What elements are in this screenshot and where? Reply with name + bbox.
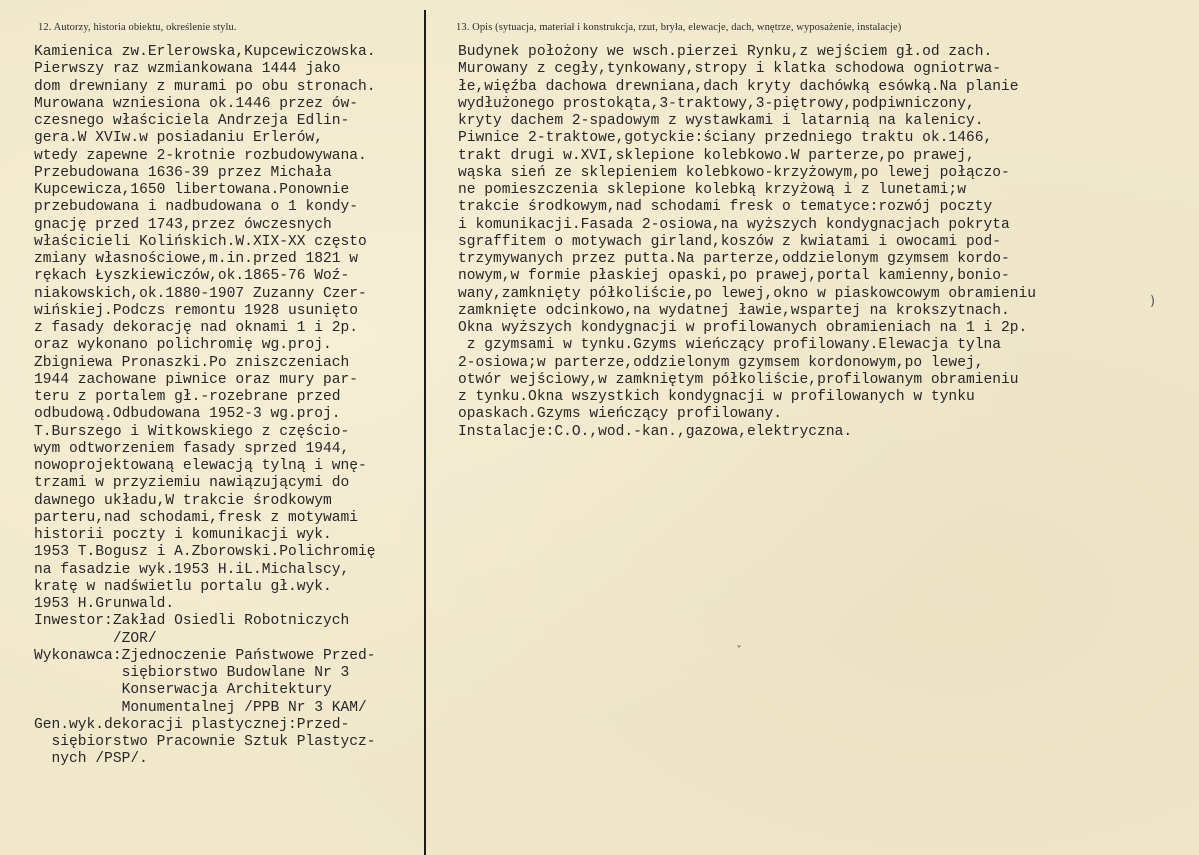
description-text-column [458,44,1178,441]
section-13-header: 13. Opis (sytuacja, materiał i konstrukcja, rzut, bryła, elewacje, dach, wnętrze, wyposażenie, instalacje) [456,22,902,33]
text-line: Instalacje:C.O.,wod.-kan.,gazowa,elektryczna. [458,423,853,440]
text-line: Okna wyższych kondygnacji w profilowanych obramieniach na 1 i 2p. [458,320,1028,336]
history-text-column [34,44,434,769]
text-line: odbudową.Odbudowana 1952-3 wg.proj. [34,406,341,423]
text-line: nowym,w formie płaskiej opaski,po prawej,portal kamienny,bonio- [458,268,1010,285]
text-line: zmiany własnościowe,m.in.przed 1821 w [34,251,359,267]
text-line: 1953 H.Grunwald. [34,596,175,612]
text-line: Kupcewicza,1650 libertowana.Ponownie [34,182,350,198]
text-line: /ZOR/ [34,630,157,647]
text-line: Kamienica zw.Erlerowska,Kupcewiczowska. [34,44,376,60]
text-line: Budynek położony we wsch.pierzei Rynku,z wejściem gł.od zach. [458,44,993,60]
text-line: otwór wejściowy,w zamkniętym półkoliście,profilowanym obramieniu [458,371,1019,388]
text-line: Przebudowana 1636-39 przez Michała [34,164,332,181]
text-line: Piwnice 2-traktowe,gotyckie:ściany przedniego traktu ok.1466, [458,130,993,147]
text-line: Konserwacja Architektury [34,682,332,699]
text-line: z fasady dekorację nad oknami 1 i 2p. [34,320,359,336]
text-line: przebudowana i nadbudowana o 1 kondy- [34,199,359,216]
text-line: historii poczty i komunikacji wyk. [34,527,332,543]
text-line: kratę w nadświetlu portalu gł.wyk. [34,578,332,595]
text-line: nych /PSP/. [34,751,148,768]
text-line: sgraffitem o motywach girland,koszów z kwiatami i owocami pod- [458,233,1001,250]
text-line: Inwestor:Zakład Osiedli Robotniczych [34,613,350,630]
text-line: Monumentalnej /PPB Nr 3 KAM/ [34,699,367,716]
text-line: wąska sień ze sklepieniem kolebkowo-krzyżowym,po lewej połączo- [458,164,1010,181]
text-line: 1953 T.Bogusz i A.Zborowski.Polichromię [34,544,376,561]
text-line: trakcie środkowym,nad schodami fresk o tematyce:rozwój poczty [458,199,993,216]
text-line: trzami w przyziemiu nawiązującymi do [34,475,350,492]
text-line: Wykonawca:Zjednoczenie Państwowe Przed- [34,647,376,664]
text-line: siębiorstwo Budowlane Nr 3 [34,665,350,681]
pen-mark: ) [1150,294,1156,309]
text-line: niakowskich,ok.1880-1907 Zuzanny Czer- [34,285,367,302]
text-line: kryty dachem 2-spadowym z wystawkami i latarnią na kalenicy. [458,113,984,129]
text-line: wtedy zapewne 2-krotnie rozbudowywana. [34,147,367,164]
text-line: zamknięte odcinkowo,na wydatnej ławie,wspartej na krokszytnach. [458,302,1010,319]
text-line: Gen.wyk.dekoracji plastycznej:Przed- [34,716,350,733]
text-line: wydłużonego prostokąta,3-traktowy,3-piętrowy,podpiwniczony, [458,95,975,112]
text-line: dom drewniany z murami po obu stronach. [34,78,376,95]
text-line: Zbigniewa Pronaszki.Po zniszczeniach [34,354,350,371]
text-line: rękach Łyszkiewiczów,ok.1865-76 Woź- [34,268,350,285]
text-line: wińskiej.Podczs remontu 1928 usunięto [34,302,359,319]
section-12-header: 12. Autorzy, historia obiektu, określenie stylu. [38,22,237,33]
text-line: teru z portalem gł.-rozebrane przed [34,389,341,405]
text-line: 2-osiowa;w parterze,oddzielonym gzymsem kordonowym,po lewej, [458,354,984,371]
text-line: opaskach.Gzyms wieńczący profilowany. [458,406,783,423]
text-line: właścicieli Kolińskich.W.XIX-XX często [34,233,367,250]
text-line: Murowana wzniesiona ok.1446 przez ów- [34,95,359,112]
pen-mark: ˇ [736,644,742,658]
text-line: T.Burszego i Witkowskiego z częścio- [34,423,350,440]
text-line: z gzymsami w tynku.Gzyms wieńczący profilowany.Elewacja tylna [458,337,1001,354]
text-line: gnację przed 1743,przez ówczesnych [34,216,332,233]
text-line: ne pomieszczenia sklepione kolebką krzyżową i z lunetami;w [458,182,966,198]
text-line: nowoprojektowaną elewacją tylną i wnę- [34,458,367,474]
text-line: z tynku.Okna wszystkich kondygnacji w profilowanych w tynku [458,389,975,405]
text-line: trakt drugi w.XVI,sklepione kolebkowo.W parterze,po prawej, [458,147,975,164]
text-line: gera.W XVIw.w posiadaniu Erlerów, [34,130,324,147]
text-line: parteru,nad schodami,fresk z motywami [34,509,359,526]
text-line: wym odtworzeniem fasady sprzed 1944, [34,440,350,457]
text-line: siębiorstwo Pracownie Sztuk Plastycz- [34,734,376,750]
text-line: dawnego układu,W trakcie środkowym [34,492,332,509]
text-line: wany,zamknięty półkoliście,po lewej,okno w piaskowcowym obramieniu [458,285,1037,302]
text-line: łe,więźba dachowa drewniana,dach kryty dachówką esówką.Na planie [458,78,1019,95]
text-line: trzymywanych przez putta.Na parterze,oddzielonym gzymsem kordo- [458,251,1010,267]
text-line: i komunikacji.Fasada 2-osiowa,na wyższych kondygnacjach pokryta [458,216,1010,233]
text-line: czesnego właściciela Andrzeja Edlin- [34,113,350,129]
text-line: oraz wykonano polichromię wg.proj. [34,337,332,354]
text-line: Pierwszy raz wzmiankowana 1444 jako [34,61,341,78]
text-line: Murowany z cegły,tynkowany,stropy i klatka schodowa ogniotrwa- [458,61,1001,78]
text-line: na fasadzie wyk.1953 H.iL.Michalscy, [34,561,350,578]
text-line: 1944 zachowane piwnice oraz mury par- [34,371,359,388]
